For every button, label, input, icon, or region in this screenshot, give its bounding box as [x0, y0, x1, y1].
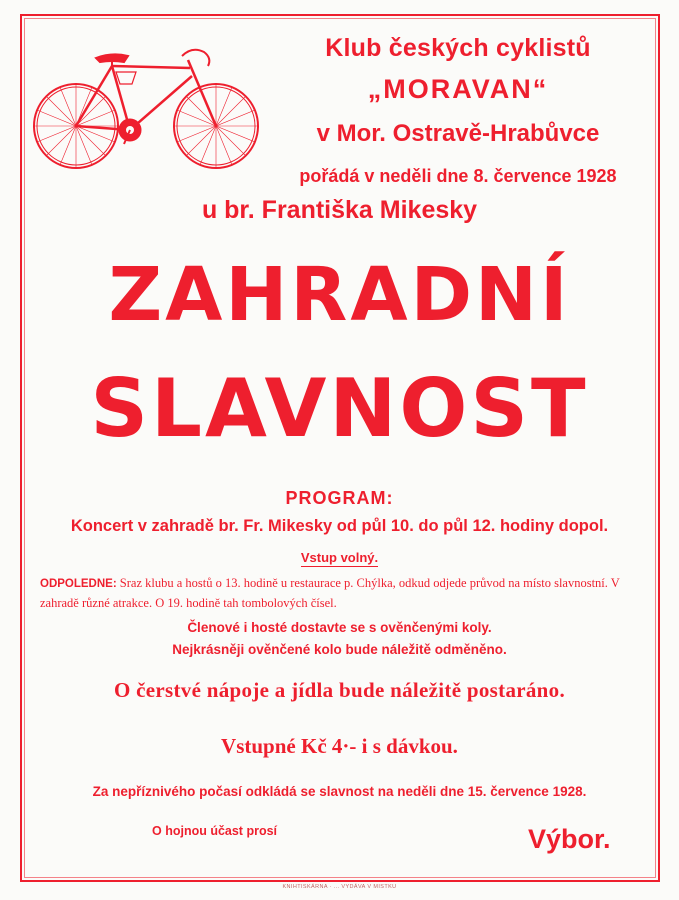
headline-zahradni: ZAHRADNÍ: [108, 252, 571, 338]
members-notice: Členové i hosté dostavte se s ověnčenými koly.: [187, 620, 492, 635]
committee-signature: Výbor.: [528, 824, 611, 854]
club-title: Klub českých cyklistů: [325, 34, 591, 62]
attendance-request: O hojnou účast prosí: [152, 824, 278, 838]
event-host: u br. Františka Mikesky: [201, 196, 478, 224]
weather-notice: Za nepříznivého počasí odkládá se slavnost na neděli dne 15. července 1928.: [92, 784, 587, 799]
headline-slavnost: SLAVNOST: [90, 362, 589, 455]
club-location: v Mor. Ostravě-Hrabůvce: [316, 120, 600, 147]
concert-line: Koncert v zahradě br. Fr. Mikesky od půl 10. do půl 12. hodiny dopol.: [70, 517, 609, 535]
refreshments-notice: O čerstvé nápoje a jídla bude náležitě postaráno.: [113, 678, 565, 702]
club-name: „MORAVAN“: [367, 74, 549, 104]
entry-fee: Vstupné Kč 4·- i s dávkou.: [221, 734, 458, 758]
decoration-prize: Nejkrásněji ověnčené kolo bude náležitě odměněno.: [172, 642, 507, 657]
afternoon-program: [40, 574, 640, 613]
free-entry-note: [0, 550, 679, 565]
bicycle-icon: [32, 38, 262, 172]
afternoon-text: Sraz klubu a hostů o 13. hodině u restaurace p. Chýlka, odkud odjede průvod na místo slavnostní. V zahradě různé atrakce. O 19. hodině tah tombolových čísel.: [40, 576, 620, 610]
free-entry-text: Vstup volný.: [300, 550, 379, 565]
printer-imprint: KNIHTISKÁRNA · ... VYDÁVA V MISTKU: [282, 884, 397, 890]
afternoon-label: ODPOLEDNE:: [40, 578, 117, 590]
program-heading: PROGRAM:: [285, 488, 394, 508]
event-date: pořádá v neděli dne 8. července 1928: [299, 166, 617, 186]
